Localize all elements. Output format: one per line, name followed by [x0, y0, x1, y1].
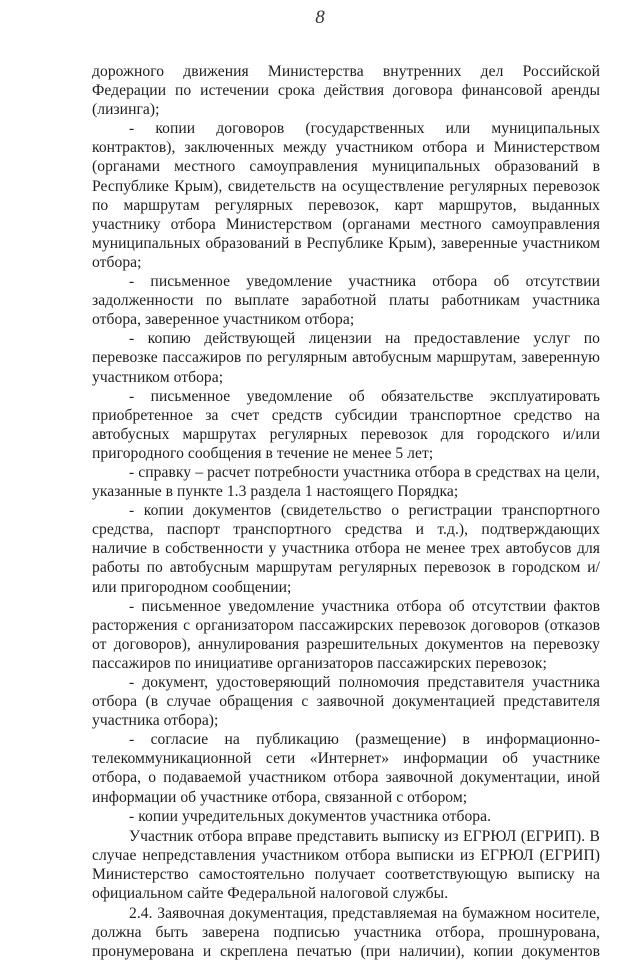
list-item-needs-calculation: - справку – расчет потребности участника отбора в средствах на цели, указанные в пункте 1.3 раздела 1 настоящего Порядка;	[92, 463, 600, 501]
paragraph-registry-extract: Участник отбора вправе представить выписку из ЕГРЮЛ (ЕГРИП). В случае непредставления участником отбора выписки из ЕГРЮЛ (ЕГРИП) Министерство самостоятельно получает соответствующую выписку на официальном сайте Федеральной налоговой службы.	[92, 827, 600, 903]
list-item-authority-document: - документ, удостоверяющий полномочия представителя участника отбора (в случае обращения с заявочной документацией представителя участника отбора);	[92, 674, 600, 730]
list-item-operation-obligation-notice: - письменное уведомление об обязательстве эксплуатировать приобретенное за счет средств субсидии транспортное средство на автобусных маршрутах регулярных перевозок для городского и/или пригородного сообщения в течение не менее 5 лет;	[92, 387, 600, 462]
list-item-no-wage-debt-notice: - письменное уведомление участника отбора об отсутствии задолженности по выплате заработной платы работникам участника отбора, заверенное участником отбора;	[92, 273, 600, 329]
paragraph-section-2-4: 2.4. Заявочная документация, представляемая на бумажном носителе, должна быть заверена подписью участника отбора, прошнурована, пронумерована и скреплена печатью (при наличии), копии документов	[92, 905, 600, 961]
list-item-license-copy: - копию действующей лицензии на предоставление услуг по перевозке пассажиров по регулярным автобусным маршрутам, заверенную участником отбора;	[92, 330, 600, 386]
list-item-no-termination-notice: - письменное уведомление участника отбора об отсутствии фактов расторжения с организатором пассажирских перевозок договоров (отказов от договоров), аннулирования разрешительных документов на перевозку пассажиров по инициативе организаторов пассажирских перевозок;	[92, 597, 600, 672]
list-item-vehicle-documents: - копии документов (свидетельство о регистрации транспортного средства, паспорт транспортного средства и т.д.), подтверждающих наличие в собственности у участника отбора не менее трех автобусов для работы по автобусным маршрутам регулярных перевозок в городском и/или пригородном сообщении;	[92, 502, 600, 596]
list-item-publication-consent: - согласие на публикацию (размещение) в информационно-телекоммуникационной сети «Интернет» информации об участнике отбора, о подаваемой участником отбора заявочной документации, иной информации об участнике отбора, связанной с отбором;	[92, 731, 600, 806]
list-item-contracts-copies: - копии договоров (государственных или муниципальных контрактов), заключенных между участником отбора и Министерством (органами местного самоуправления муниципальных образований в Республике Крым), свидетельств на осуществление регулярных перевозок по маршрутам регулярных перевозок, карт маршрутов, выданных участнику отбора Министерством (органами местного самоуправления муниципальных образований в Республике Крым), заверенные участником отбора;	[92, 120, 600, 271]
page-number: 8	[315, 7, 325, 28]
list-item-founding-documents: - копии учредительных документов участника отбора.	[129, 807, 492, 825]
document-body	[92, 62, 600, 961]
paragraph-continuation: дорожного движения Министерства внутренних дел Российской Федерации по истечении срока действия договора финансовой аренды (лизинга);	[92, 63, 600, 119]
